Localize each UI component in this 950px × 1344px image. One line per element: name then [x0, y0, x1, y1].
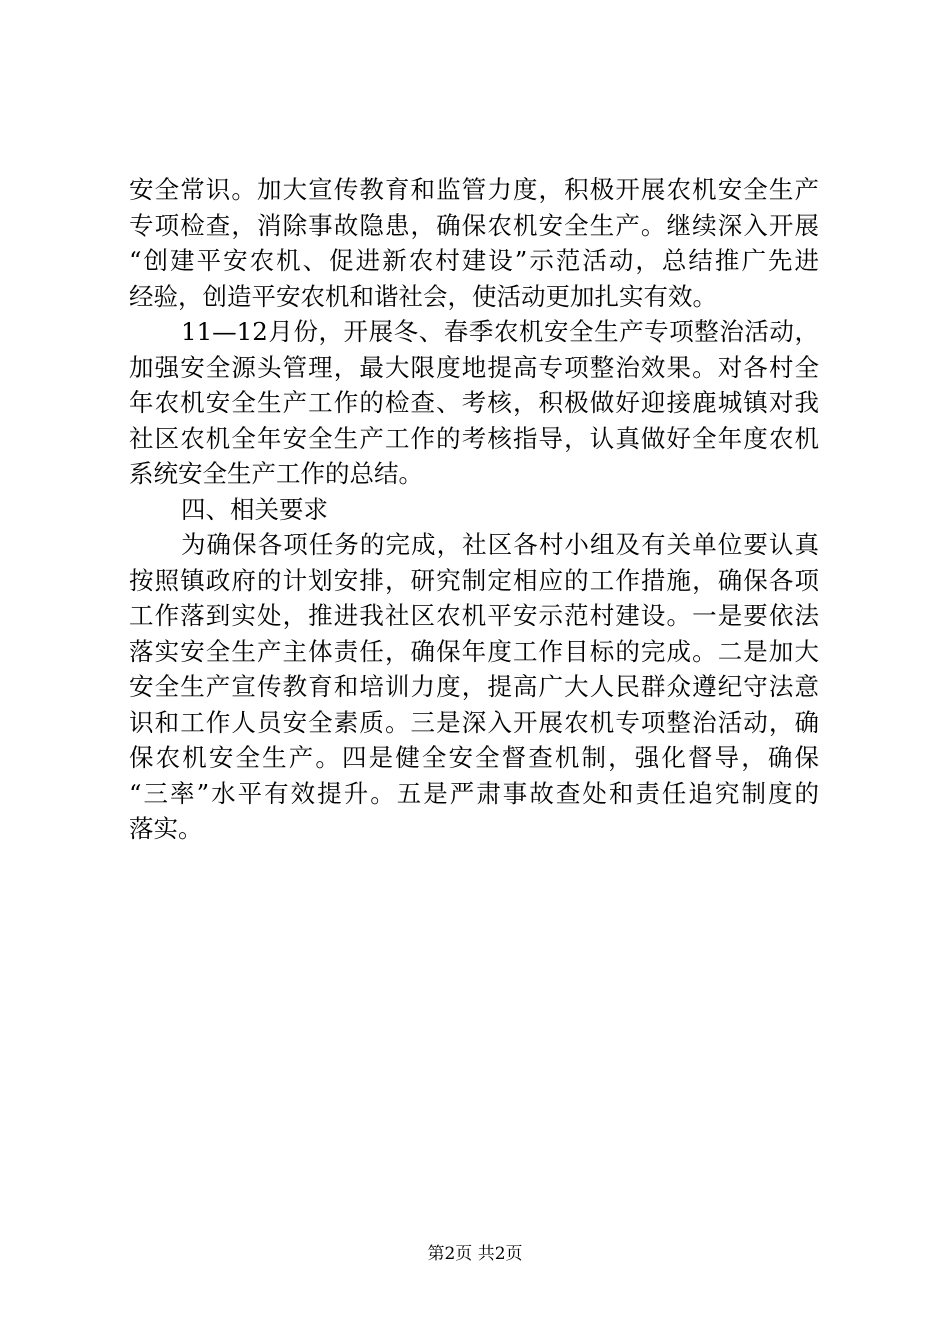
text-line: 安全常识。加大宣传教育和监管力度，积极开展农机安全生产 — [129, 175, 819, 204]
page-footer: 第2页 共2页 — [427, 1244, 523, 1264]
text-line: 落实。 — [129, 814, 203, 843]
document-body — [129, 172, 819, 847]
text-line: 加强安全源头管理，最大限度地提高专项整治效果。对各村全 — [129, 352, 819, 382]
text-line: 识和工作人员安全素质。三是深入开展农机专项整治活动，确 — [129, 707, 819, 737]
text-line: 系统安全生产工作的总结。 — [129, 459, 423, 488]
text-line: 年农机安全生产工作的检查、考核，积极做好迎接鹿城镇对我 — [129, 388, 819, 417]
text-line: “创建平安农机、促进新农村建设”示范活动，总结推广先进 — [129, 246, 819, 275]
text-line: 落实安全生产主体责任，确保年度工作目标的完成。二是加大 — [129, 636, 819, 666]
text-line: 专项检查，消除事故隐患，确保农机安全生产。继续深入开展 — [129, 210, 819, 240]
text-line: 安全生产宣传教育和培训力度，提高广大人民群众遵纪守法意 — [129, 672, 819, 701]
text-line: 11—12月份，开展冬、春季农机安全生产专项整治活动， — [181, 317, 819, 346]
section-heading: 四、相关要求 — [181, 494, 328, 524]
text-line: 保农机安全生产。四是健全安全督查机制，强化督导，确保 — [129, 743, 819, 772]
text-line: 按照镇政府的计划安排，研究制定相应的工作措施，确保各项 — [129, 565, 819, 595]
text-line: 工作落到实处，推进我社区农机平安示范村建设。一是要依法 — [129, 601, 819, 630]
text-line: 为确保各项任务的完成，社区各村小组及有关单位要认真 — [181, 530, 819, 559]
text-line: 社区农机全年安全生产工作的考核指导，认真做好全年度农机 — [129, 423, 819, 453]
text-line: 经验，创造平安农机和谐社会，使活动更加扎实有效。 — [129, 281, 717, 311]
text-line: “三率”水平有效提升。五是严肃事故查处和责任追究制度的 — [129, 778, 819, 808]
